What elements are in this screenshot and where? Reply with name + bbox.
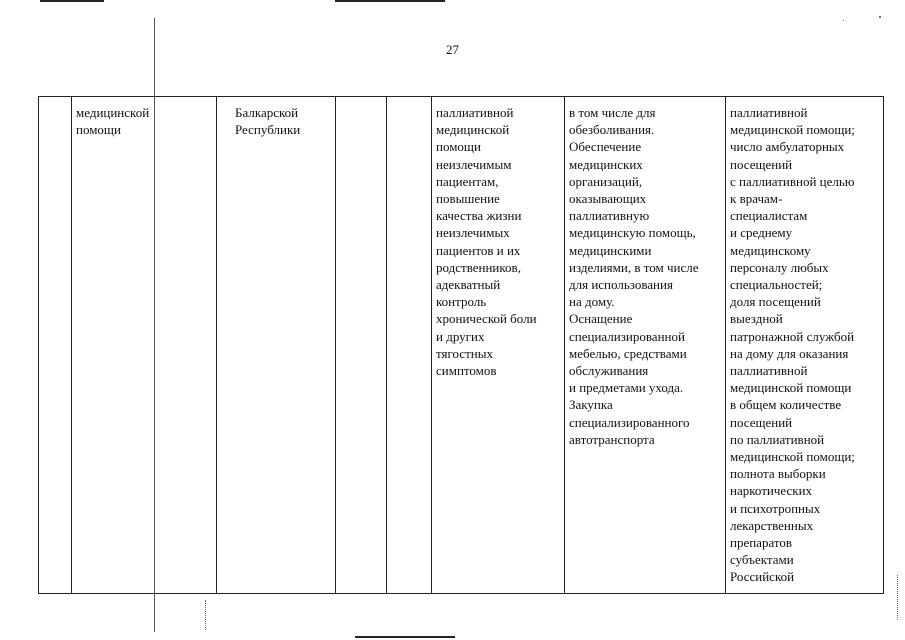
- table-row: [39, 97, 884, 594]
- page-number: 27: [446, 42, 459, 57]
- table-cell-6: паллиативной медицинской помощи неизлечимым пациентам, повышение качества жизни неизлечимых пациентов и их родственников, адекватный контроль хронической боли и других тягостных симптомов: [432, 97, 565, 594]
- scan-artifact-dots: [205, 600, 207, 630]
- document-table: [38, 96, 884, 594]
- scan-speck: [879, 16, 881, 18]
- scan-artifact-bottom: [355, 636, 455, 638]
- table-cell-8: паллиативной медицинской помощи; число амбулаторных посещений с паллиативной целью к врачам- специалистам и среднему медицинскому персоналу любых специальностей; доля посещений выездной патронажной службой на дому для оказания паллиативной медицинской помощи в общем количестве посещений по паллиативной медицинской помощи; полнота выборки наркотических и психотропных лекарственных препаратов субъектами Российской: [726, 97, 884, 594]
- table-cell-2: медицинской помощи: [72, 97, 217, 594]
- scan-artifact-top-left: [40, 0, 104, 2]
- scan-artifact-top-center: [335, 0, 445, 2]
- table-cell-7: в том числе для обезболивания. Обеспечение медицинских организаций, оказывающих паллиативную медицинскую помощь, медицинскими изделиями, в том числе для использования на дому. Оснащение специализированной мебелью, средствами обслуживания и предметами ухода. Закупка специализированного автотранспорта: [565, 97, 726, 594]
- table-cell-5: [387, 97, 432, 594]
- scan-speck: [843, 20, 844, 21]
- scan-artifact-dots: [897, 575, 899, 620]
- table-cell-4: [336, 97, 387, 594]
- table-cell-3: Балкарской Республики: [217, 97, 336, 594]
- table-cell-1: [39, 97, 72, 594]
